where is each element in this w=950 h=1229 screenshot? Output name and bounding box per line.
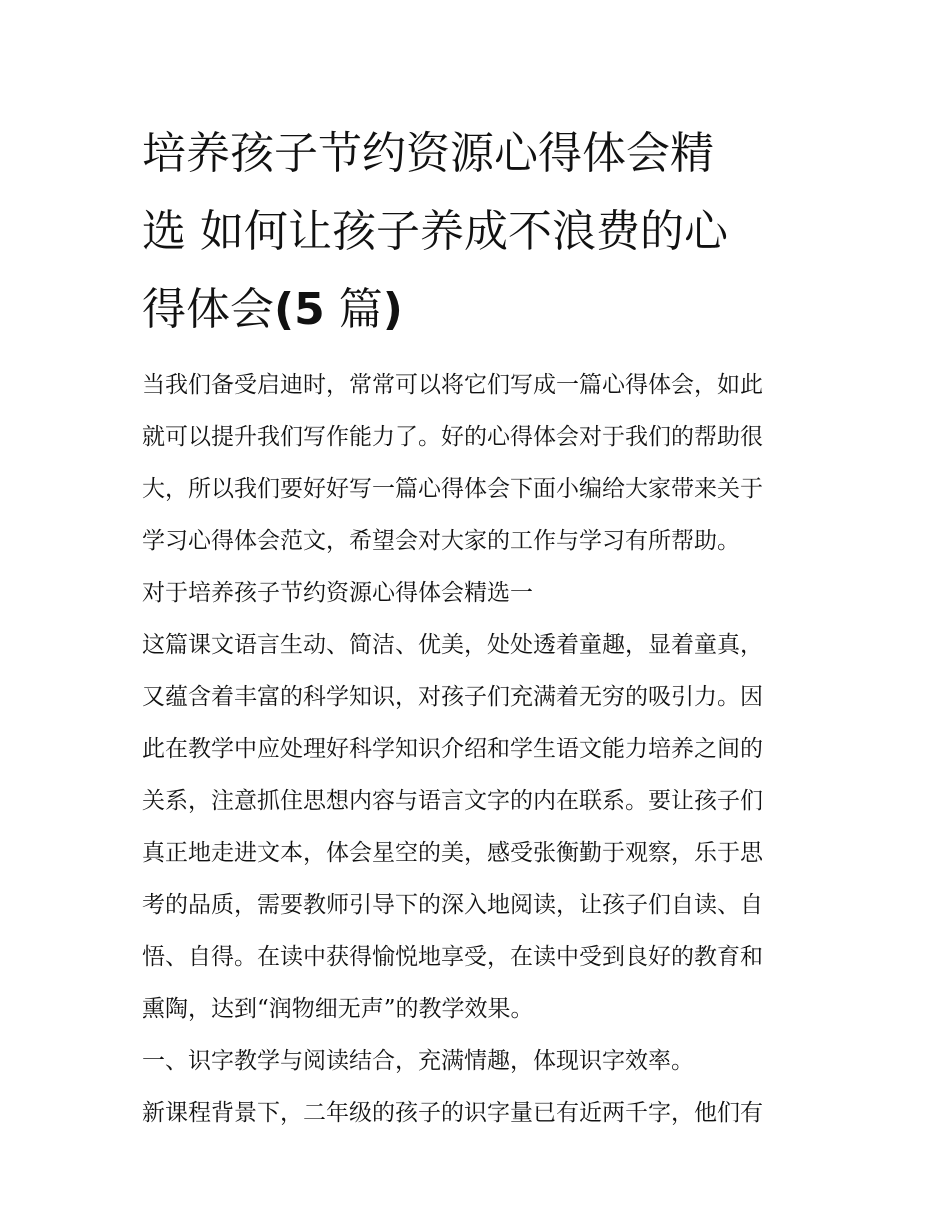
text-line: 这篇课文语言生动、简洁、优美，处处透着童趣，显着童真， [142,632,763,658]
text-line: 大，所以我们要好好写一篇心得体会下面小编给大家带来关于 [142,476,763,502]
intro-paragraph [142,359,814,567]
text-line: 悟、自得。在读中获得愉悦地享受，在读中受到良好的教育和 [142,944,763,970]
text-line: 就可以提升我们写作能力了。好的心得体会对于我们的帮助很 [142,424,763,450]
text-line: 熏陶，达到“润物细无声”的教学效果。 [142,996,534,1022]
text-line: 真正地走进文本，体会星空的美，感受张衡勤于观察，乐于思 [142,840,763,866]
text-line: 又蕴含着丰富的科学知识，对孩子们充满着无穷的吸引力。因 [142,684,763,710]
title-line-2: 选 如何让孩子养成不浪费的心 [142,206,728,257]
text-line: 关系，注意抓住思想内容与语言文字的内在联系。要让孩子们 [142,788,763,814]
text-line: 新课程背景下，二年级的孩子的识字量已有近两千字，他们有 [142,1100,763,1126]
title-count-unit: 篇 [324,284,383,335]
text-line: 考的品质，需要教师引导下的深入地阅读，让孩子们自读、自 [142,892,763,918]
title-line-3 [142,271,814,349]
title-count-close: ) [382,284,403,335]
body-paragraph [142,619,814,1035]
title-line-3-text: 得体会 [142,284,274,335]
text-line: 此在教学中应处理好科学知识介绍和学生语文能力培养之间的 [142,736,763,762]
text-line: 一、识字教学与阅读结合，充满情趣，体现识字效率。 [142,1048,694,1074]
section-heading [142,567,814,619]
text-line: 当我们备受启迪时，常常可以将它们写成一篇心得体会，如此 [142,372,763,398]
title-line-1: 培养孩子节约资源心得体会精 [142,128,714,179]
body-paragraph [142,1087,814,1139]
subsection-heading [142,1035,814,1087]
document-page [142,115,814,1139]
text-line: 对于培养孩子节约资源心得体会精选一 [142,580,533,606]
document-body [142,359,814,1139]
document-title [142,115,814,349]
text-line: 学习心得体会范文，希望会对大家的工作与学习有所帮助。 [142,528,740,554]
title-count-open: (5 [274,284,325,335]
